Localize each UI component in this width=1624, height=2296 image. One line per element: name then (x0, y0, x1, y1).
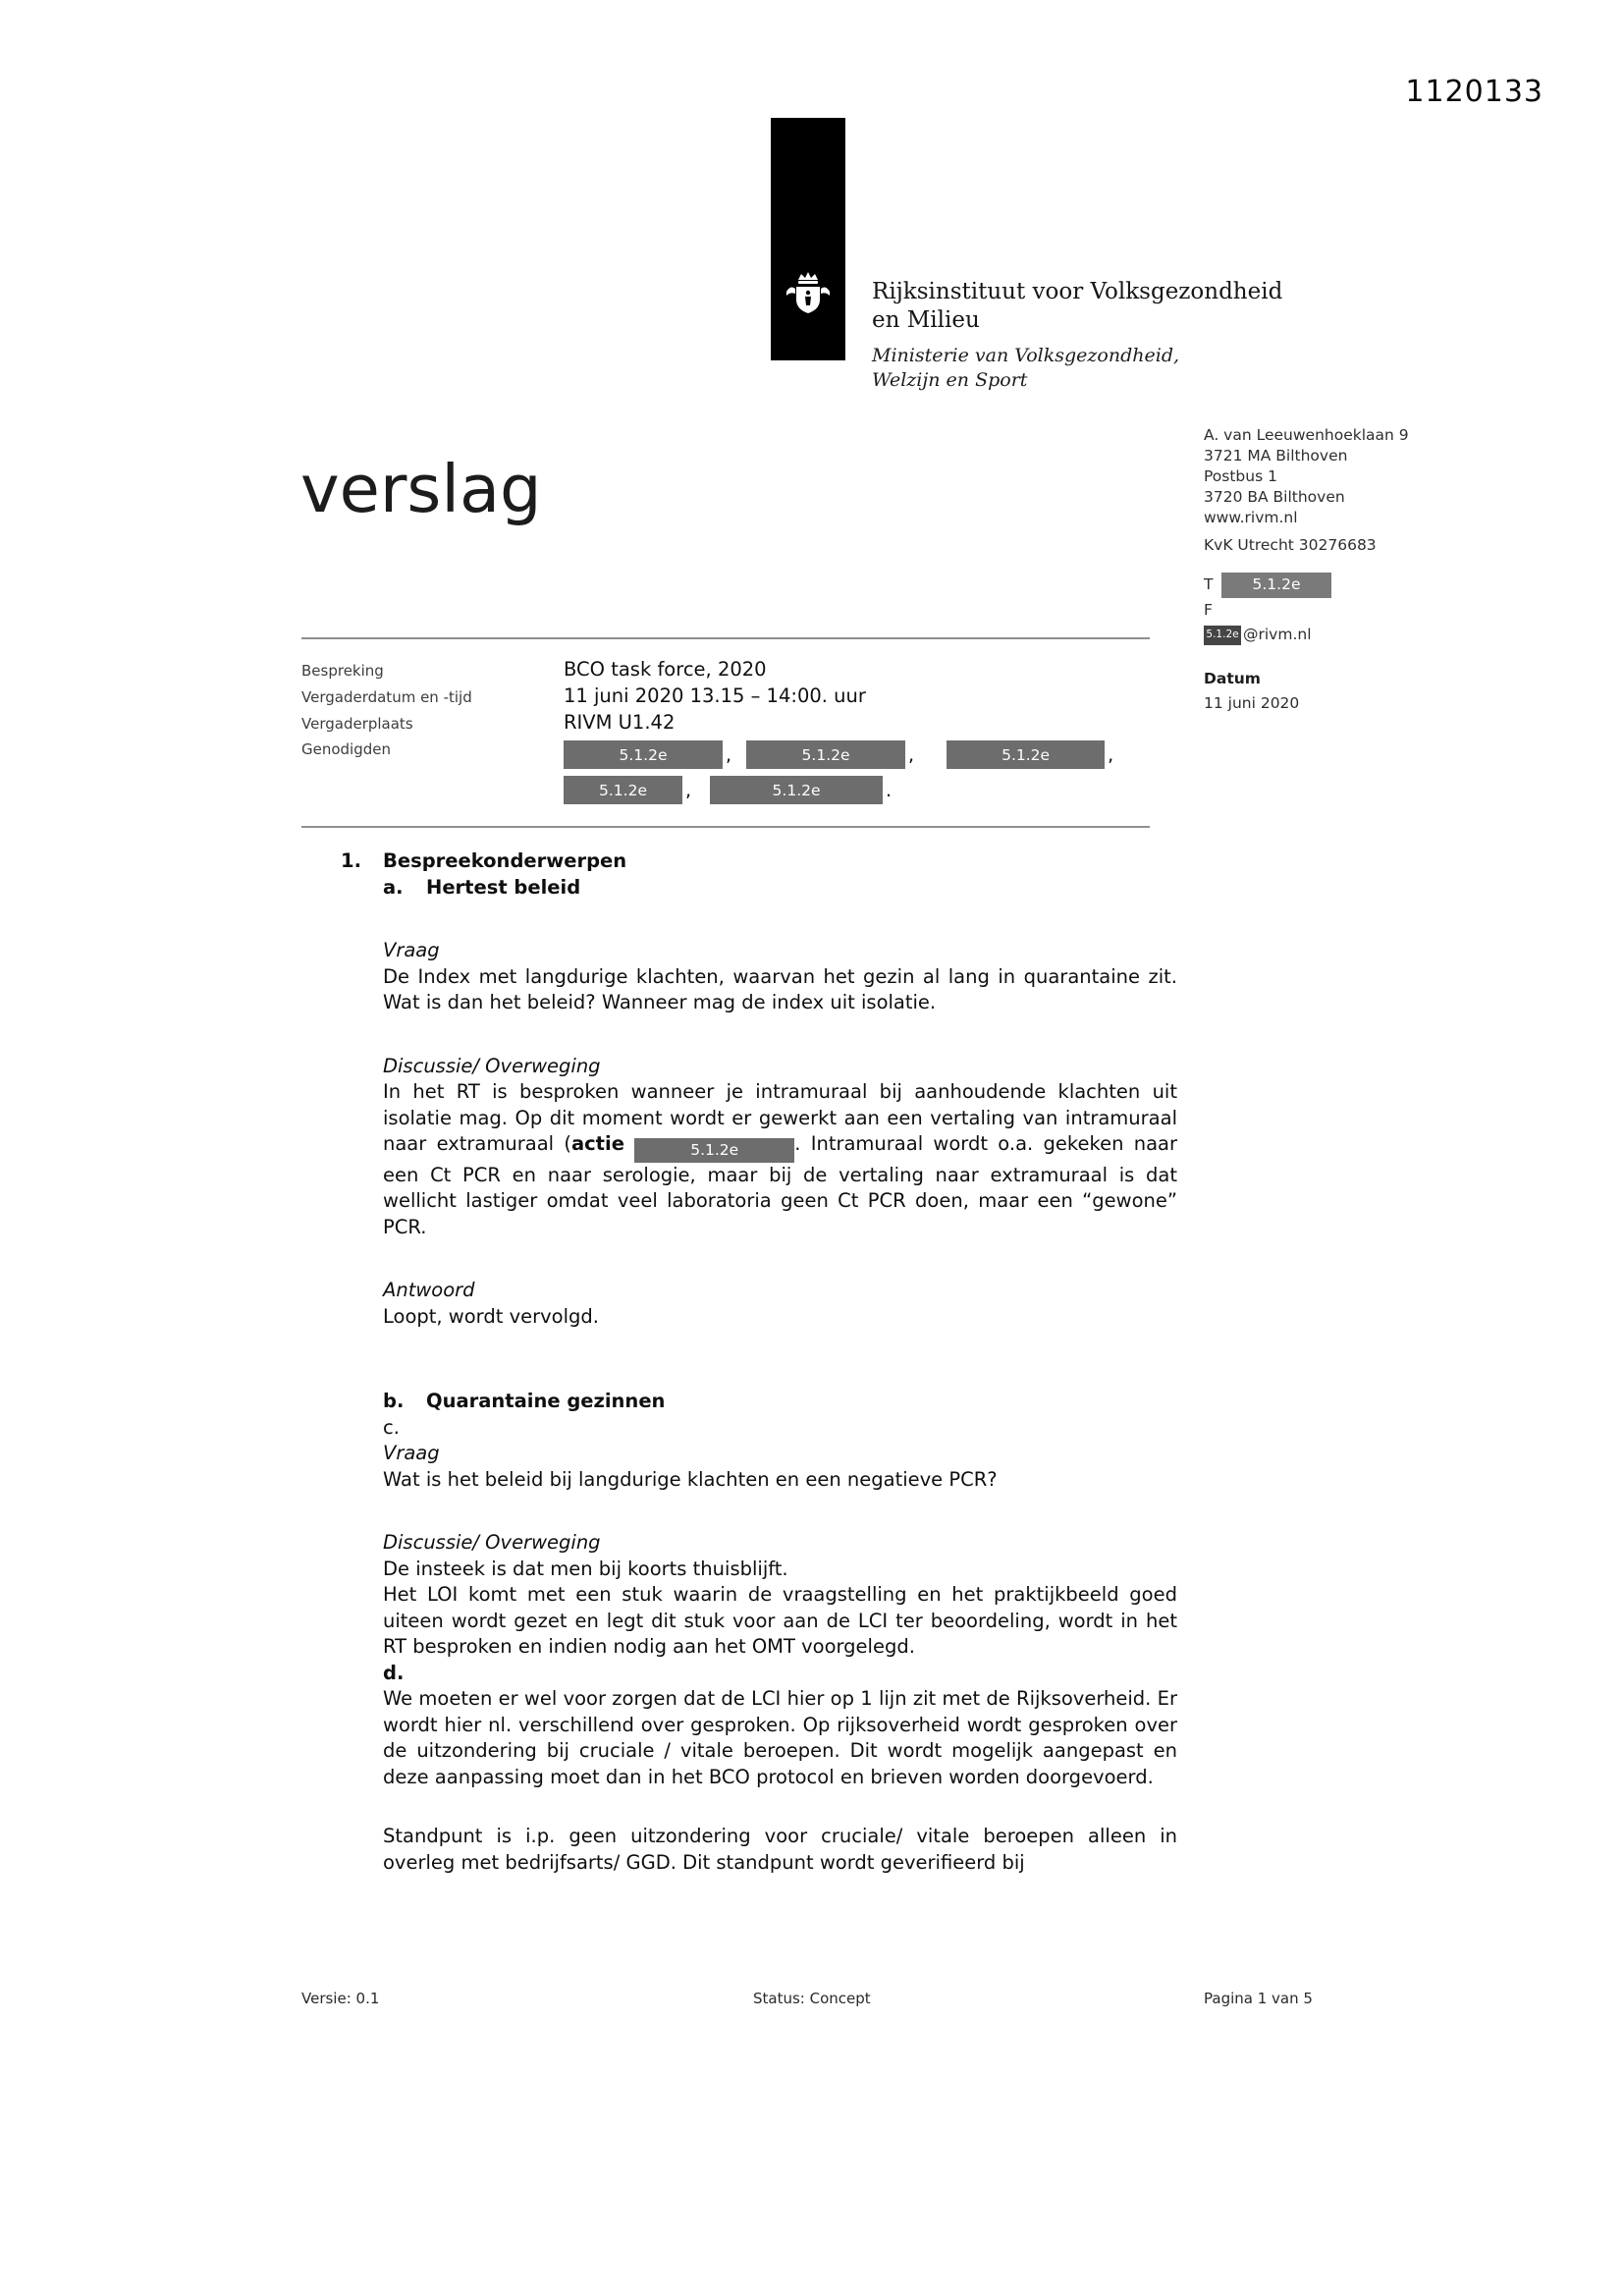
contact-sidebar (1204, 425, 1538, 714)
email-suffix: @rivm.nl (1243, 626, 1312, 643)
actie-bold: actie (570, 1132, 624, 1155)
antwoord-text: Loopt, wordt vervolgd. (383, 1304, 599, 1328)
redaction-box: 5.1.2e (1204, 626, 1241, 645)
address-line: 3721 MA Bilthoven (1204, 447, 1348, 465)
meta-row-bespreking (301, 658, 1205, 684)
genodigden-line (564, 776, 1122, 804)
redaction-box: 5.1.2e (564, 740, 723, 769)
separator: . (886, 779, 893, 801)
meta-label: Genodigden (301, 740, 392, 758)
document-body (341, 848, 1177, 1876)
discussie-label: Discussie/ Overweging (383, 1054, 601, 1077)
discussie-line1: De insteek is dat men bij koorts thuisblijft. (383, 1557, 788, 1580)
meta-label: Vergaderplaats (301, 715, 413, 733)
d-paragraph-2: Standpunt is i.p. geen uitzondering voor cruciale/ vitale beroepen alleen in overleg met bedrijfsarts/ GGD. Dit standpunt wordt geverifieerd bij (383, 1825, 1177, 1874)
redaction-box: 5.1.2e (947, 740, 1105, 769)
ministry-line: Ministerie van Volksgezondheid, (872, 345, 1180, 366)
separator: , (726, 743, 732, 766)
meta-value: BCO task force, 2020 (564, 658, 767, 681)
discussie-part1: In het RT is besproken wanneer je intramuraal bij aanhoudende klachten uit isolatie mag. Op dit moment wordt er gewerkt aan een vertaling van intramuraal naar extramuraal ( (383, 1080, 1177, 1155)
meta-value: RIVM U1.42 (564, 711, 676, 734)
page-title: verslag (300, 451, 542, 527)
subsection-heading-a (383, 875, 1177, 902)
antwoord-label: Antwoord (383, 1279, 475, 1302)
separator: , (908, 743, 915, 766)
meta-row-genodigden (301, 740, 1205, 811)
section-number: 1. (341, 849, 361, 872)
subsection-letter: b. (383, 1390, 405, 1413)
vraag-text: Wat is het beleid bij langdurige klachten en een negatieve PCR? (383, 1467, 998, 1491)
divider-bottom (301, 826, 1150, 828)
website-line: www.rivm.nl (1204, 509, 1298, 526)
datum-value: 11 juni 2020 (1204, 694, 1300, 712)
redaction-box: 5.1.2e (634, 1138, 794, 1163)
subsection-title: Quarantaine gezinnen (426, 1390, 666, 1413)
org-name-line: Rijksinstituut voor Volksgezondheid (872, 279, 1283, 304)
ministry-line: Welzijn en Sport (872, 369, 1028, 391)
redaction-box: 5.1.2e (564, 776, 682, 804)
footer-status: Status: Concept (753, 1990, 871, 2007)
fax-row (1204, 598, 1538, 622)
d-paragraph-1: We moeten er wel voor zorgen dat de LCI hier op 1 lijn zit met de Rijksoverheid. Er wordt hier nl. verschillend over gesproken. Op rijksoverheid wordt gesproken over de uitzondering bij cruciale / vitale beroepen. Dit wordt mogelijk aangepast en deze aanpassing moet dan in het BCO protocol en brieven worden doorgevoerd. (383, 1687, 1177, 1788)
genodigden-line (564, 740, 1122, 769)
item-d: d. (383, 1661, 405, 1684)
subsection-heading-b (383, 1389, 1177, 1415)
subsection-title: Hertest beleid (426, 875, 581, 899)
redaction-box: 5.1.2e (1221, 573, 1331, 598)
address-line: Postbus 1 (1204, 467, 1277, 485)
datum-label: Datum (1204, 670, 1261, 687)
vraag-text: De Index met langdurige klachten, waarvan het gezin al lang in quarantaine zit. Wat is dan het beleid? Wanneer mag de index uit isolatie. (383, 964, 1177, 1013)
coat-of-arms-icon (785, 270, 832, 323)
meta-row-vergaderdatum (301, 684, 1205, 711)
discussie-label: Discussie/ Overweging (383, 1531, 601, 1555)
section-heading-1 (341, 848, 1177, 875)
rijksoverheid-logo (771, 118, 1380, 412)
discussie-text (383, 1079, 1177, 1240)
meta-row-vergaderplaats (301, 711, 1205, 738)
meta-label: Vergaderdatum en -tijd (301, 688, 472, 706)
phone-row (1204, 572, 1538, 598)
org-name-line: en Milieu (872, 307, 980, 333)
genodigden-redactions (564, 740, 1122, 811)
subsection-letter: a. (383, 875, 404, 899)
section-title: Bespreekonderwerpen (383, 849, 627, 872)
redaction-box: 5.1.2e (710, 776, 883, 804)
redaction-box: 5.1.2e (746, 740, 905, 769)
item-c: c. (383, 1415, 400, 1439)
vraag-label: Vraag (383, 1442, 440, 1465)
logo-text (872, 278, 1343, 393)
footer-versie: Versie: 0.1 (301, 1990, 380, 2007)
separator: , (685, 779, 692, 801)
discussie-part2: . Intramuraal wordt o.a. gekeken naar een Ct PCR en naar serologie, maar bij de vertaling naar extramuraal is dat wellicht lastiger omdat veel laboratoria geen Ct PCR doen, maar een “gewone” PCR. (383, 1132, 1177, 1238)
divider-top (301, 637, 1150, 639)
fax-label: F (1204, 600, 1213, 619)
email-line (1204, 625, 1538, 645)
separator: , (1108, 743, 1114, 766)
kvk-line: KvK Utrecht 30276683 (1204, 536, 1377, 554)
discussie-line2: Het LOI komt met een stuk waarin de vraagstelling en het praktijkbeeld goed uiteen wordt gezet en legt dit stuk voor aan de LCI ter beoordeling, wordt in het RT besproken en indien nodig aan het OMT voorgelegd. (383, 1583, 1177, 1659)
doc-number: 1120133 (1405, 75, 1543, 109)
logo-ribbon (771, 118, 845, 360)
phone-label: T (1204, 575, 1214, 593)
address-line: A. van Leeuwenhoeklaan 9 (1204, 426, 1409, 444)
vraag-label: Vraag (383, 939, 440, 961)
meta-label: Bespreking (301, 662, 384, 680)
footer-pagina: Pagina 1 van 5 (1204, 1990, 1313, 2007)
meta-value: 11 juni 2020 13.15 – 14:00. uur (564, 684, 866, 707)
address-line: 3720 BA Bilthoven (1204, 488, 1345, 506)
meeting-meta (301, 658, 1205, 811)
